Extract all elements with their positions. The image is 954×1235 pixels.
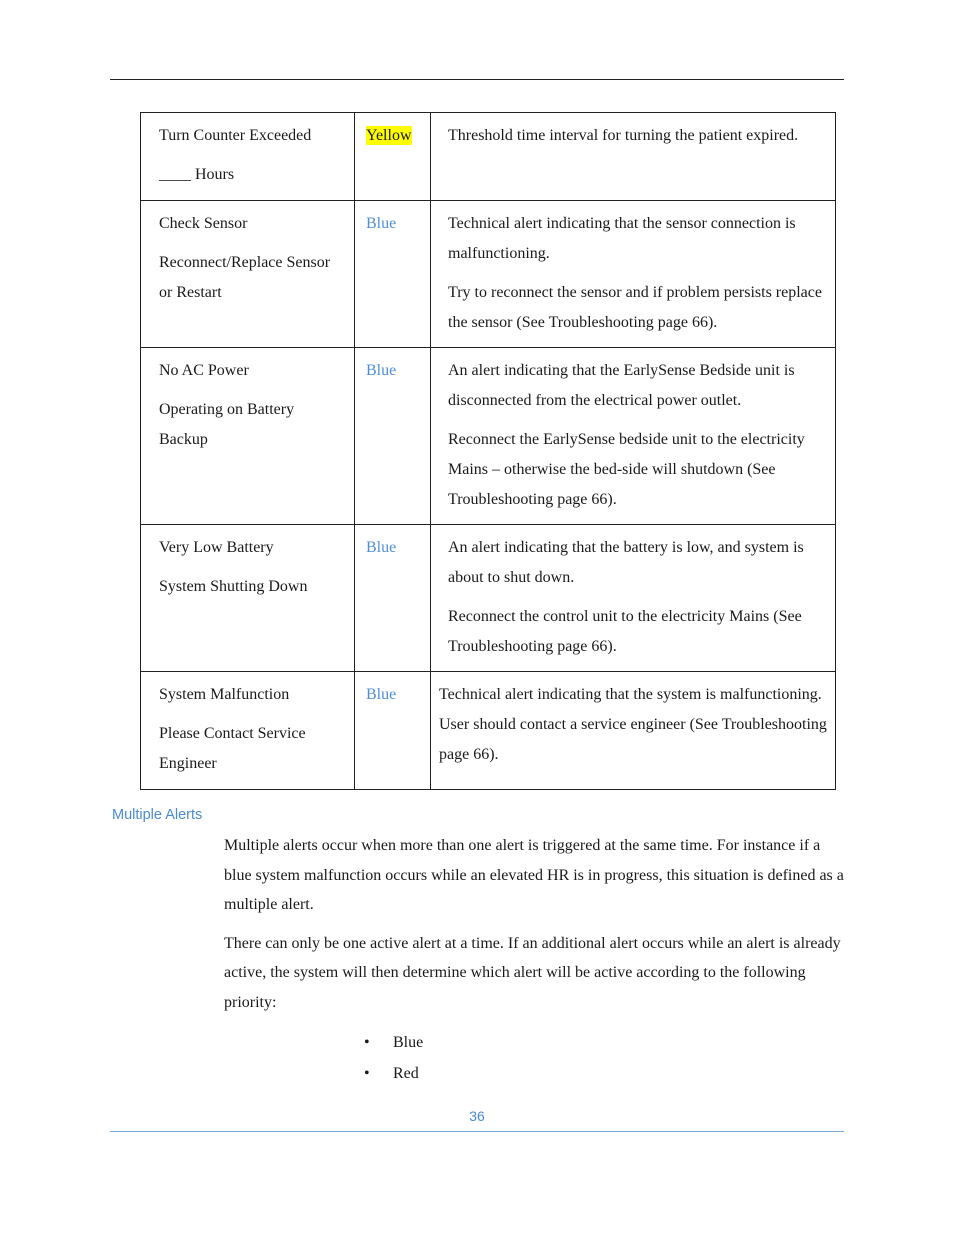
paragraph: Multiple alerts occur when more than one alert is triggered at the same time. For instance if a blue system malfunction occurs while an elevated HR is in progress, this situation is defined as a multiple alert. xyxy=(224,837,844,913)
list-item-label: Blue xyxy=(393,1034,424,1051)
alert-color-cell xyxy=(355,348,431,525)
alert-message-line: Operating on Battery Backup xyxy=(159,401,295,448)
table-row xyxy=(141,113,836,201)
paragraph: There can only be one active alert at a time. If an additional alert occurs while an alert is already active, the system will then determine which alert will be active according to the following priority: xyxy=(224,934,841,1011)
alert-message-cell xyxy=(141,113,355,201)
alerts-table xyxy=(140,112,836,790)
header-rule xyxy=(110,79,844,80)
priority-list xyxy=(364,1027,423,1089)
alert-message-line: Very Low Battery xyxy=(159,539,274,556)
alert-message-line: Please Contact Service Engineer xyxy=(159,725,306,772)
list-item xyxy=(364,1027,423,1058)
alert-description: Reconnect the control unit to the electricity Mains (See Troubleshooting page 66). xyxy=(448,608,802,655)
alert-color-cell xyxy=(355,201,431,348)
alert-description: Technical alert indicating that the sensor connection is malfunctioning. xyxy=(448,215,796,262)
footer-rule xyxy=(110,1131,844,1132)
list-item-label: Red xyxy=(393,1065,419,1082)
alert-description-cell xyxy=(431,348,836,525)
alert-message-cell xyxy=(141,525,355,672)
alert-message-cell xyxy=(141,348,355,525)
alert-color-label: Yellow xyxy=(366,127,412,144)
alert-description: Threshold time interval for turning the patient expired. xyxy=(448,127,799,144)
alert-message-cell xyxy=(141,672,355,790)
alert-description-cell xyxy=(431,672,836,790)
page-number: 36 xyxy=(469,1108,485,1124)
alert-color-cell xyxy=(355,525,431,672)
alert-description: Try to reconnect the sensor and if problem persists replace the sensor (See Troubleshooting page 66). xyxy=(448,284,822,331)
alert-message-line: Check Sensor xyxy=(159,215,248,232)
alert-message-line: Reconnect/Replace Sensor or Restart xyxy=(159,254,331,301)
bullet-icon: • xyxy=(364,1034,370,1051)
table-row xyxy=(141,525,836,672)
alert-description-cell xyxy=(431,525,836,672)
alert-description-cell xyxy=(431,201,836,348)
alert-message-cell xyxy=(141,201,355,348)
alert-color-label: Blue xyxy=(366,362,397,379)
section-heading: Multiple Alerts xyxy=(112,807,203,823)
table-row xyxy=(141,201,836,348)
alert-description: An alert indicating that the battery is low, and system is about to shut down. xyxy=(448,539,804,586)
alert-color-label: Blue xyxy=(366,686,397,703)
table-row xyxy=(141,348,836,525)
table-row xyxy=(141,672,836,790)
list-item xyxy=(364,1058,423,1089)
alert-message-line: System Shutting Down xyxy=(159,578,308,595)
alert-message-line: System Malfunction xyxy=(159,686,290,703)
alert-color-label: Blue xyxy=(366,539,397,556)
bullet-icon: • xyxy=(364,1065,370,1082)
alert-description: Technical alert indicating that the system is malfunctioning. User should contact a service engineer (See Troubleshooting page 66). xyxy=(439,686,827,763)
alert-color-label: Blue xyxy=(366,215,397,232)
alert-message-line: Turn Counter Exceeded xyxy=(159,127,312,144)
alert-message-line: ____ Hours xyxy=(159,166,235,183)
section-body xyxy=(224,831,844,1026)
alert-color-cell xyxy=(355,113,431,201)
alert-message-line: No AC Power xyxy=(159,362,249,379)
alert-color-cell xyxy=(355,672,431,790)
alert-description: An alert indicating that the EarlySense Bedside unit is disconnected from the electrical power outlet. xyxy=(448,362,795,409)
alert-description-cell xyxy=(431,113,836,201)
alert-description: Reconnect the EarlySense bedside unit to the electricity Mains – otherwise the bed-side will shutdown (See Troubleshooting page 66). xyxy=(448,431,805,508)
